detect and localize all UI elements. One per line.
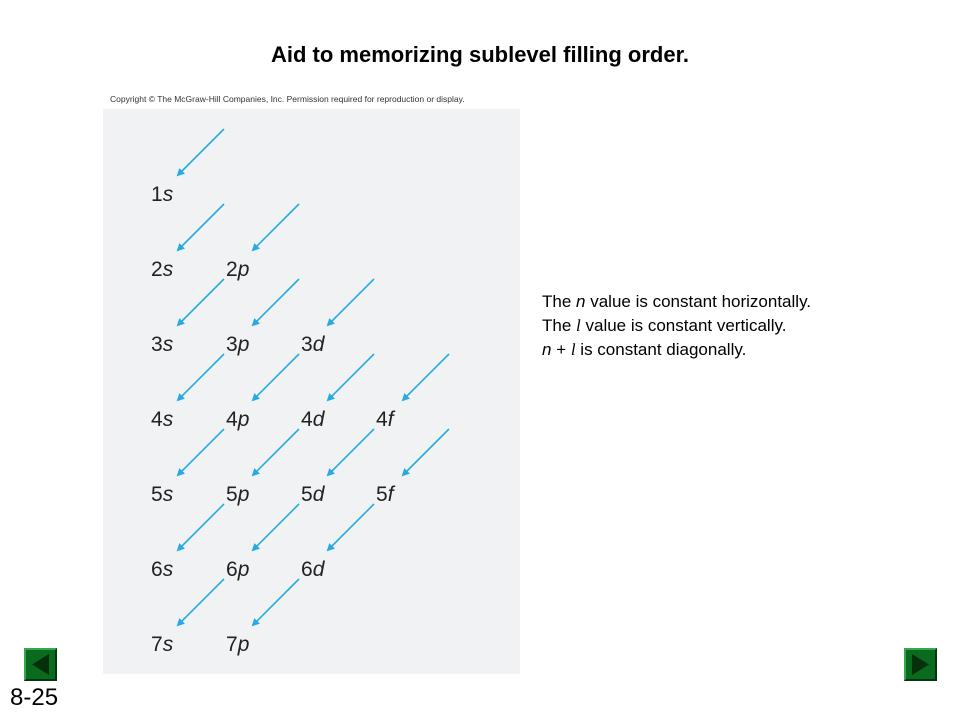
quantum-number-n: n (576, 292, 586, 311)
arrow-4s (178, 354, 224, 400)
orbital-label-3p (226, 334, 249, 355)
principal-number: 4 (376, 408, 388, 431)
arrow-3p (253, 279, 299, 325)
triangle-right-icon (906, 650, 935, 679)
principal-number: 4 (226, 408, 238, 431)
arrow-4d (328, 354, 374, 400)
rule-notes (542, 290, 811, 362)
orbital-label-5p (226, 484, 249, 505)
principal-number: 5 (376, 483, 388, 506)
arrow-6d (328, 504, 374, 550)
principal-number: 6 (151, 558, 163, 581)
arrow-6p (253, 504, 299, 550)
arrow-6s (178, 504, 224, 550)
quantum-number-l: l (570, 340, 576, 359)
sublevel-letter: s (162, 333, 174, 356)
sublevel-letter: d (312, 558, 325, 581)
quantum-number-n: n (542, 340, 552, 359)
orbital-label-4p (226, 409, 249, 430)
principal-number: 4 (301, 408, 313, 431)
orbital-label-3d (301, 334, 324, 355)
arrow-3d (328, 279, 374, 325)
orbital-label-2s (151, 259, 173, 280)
slide-title: Aid to memorizing sublevel filling order. (270, 42, 690, 67)
arrow-3s (178, 279, 224, 325)
sublevel-letter: p (237, 258, 250, 281)
sublevel-letter: p (237, 483, 250, 506)
copyright-notice: Copyright © The McGraw-Hill Companies, Inc. Permission required for reproduction or display. (110, 94, 465, 104)
note-vertical (542, 314, 811, 338)
orbital-label-4f (376, 409, 394, 430)
arrow-4p (253, 354, 299, 400)
principal-number: 7 (226, 633, 238, 656)
note-text: is constant diagonally. (575, 340, 747, 359)
sublevel-letter: p (237, 333, 250, 356)
note-horizontal (542, 290, 811, 314)
orbital-label-6p (226, 559, 249, 580)
orbital-label-5d (301, 484, 324, 505)
arrow-5d (328, 429, 374, 475)
sublevel-letter: s (162, 483, 174, 506)
principal-number: 7 (151, 633, 163, 656)
principal-number: 3 (226, 333, 238, 356)
sublevel-letter: s (162, 633, 174, 656)
sublevel-letter: p (237, 558, 250, 581)
note-text: The (542, 292, 577, 311)
orbital-label-2p (226, 259, 249, 280)
quantum-number-l: l (576, 316, 581, 335)
note-text: value is constant vertically. (580, 316, 787, 335)
sublevel-letter: p (237, 408, 250, 431)
orbital-label-5f (376, 484, 394, 505)
orbital-label-6s (151, 559, 173, 580)
sublevel-letter: d (312, 333, 325, 356)
note-text: The (542, 316, 577, 335)
principal-number: 2 (151, 258, 163, 281)
principal-number: 1 (151, 183, 163, 206)
orbital-label-1s (151, 184, 173, 205)
note-text: + (551, 340, 571, 359)
filling-order-diagram (103, 109, 520, 674)
next-slide-button[interactable] (904, 648, 937, 681)
orbital-label-4s (151, 409, 173, 430)
note-diagonal (542, 338, 811, 362)
orbital-label-3s (151, 334, 173, 355)
principal-number: 6 (301, 558, 313, 581)
principal-number: 3 (301, 333, 313, 356)
principal-number: 5 (151, 483, 163, 506)
principal-number: 4 (151, 408, 163, 431)
arrow-5p (253, 429, 299, 475)
principal-number: 3 (151, 333, 163, 356)
principal-number: 6 (226, 558, 238, 581)
principal-number: 2 (226, 258, 238, 281)
arrow-4f (403, 354, 449, 400)
triangle-left-icon (26, 650, 55, 679)
sublevel-letter: s (162, 258, 174, 281)
arrow-1s (178, 129, 224, 175)
orbital-label-5s (151, 484, 173, 505)
sublevel-letter: s (162, 183, 174, 206)
note-text: value is constant horizontally. (585, 292, 812, 311)
sublevel-letter: s (162, 408, 174, 431)
arrow-2s (178, 204, 224, 250)
previous-slide-button[interactable] (24, 648, 57, 681)
principal-number: 5 (301, 483, 313, 506)
slide-number: 8-25 (10, 684, 59, 711)
sublevel-letter: d (312, 408, 325, 431)
sublevel-letter: s (162, 558, 174, 581)
orbital-label-7p (226, 634, 249, 655)
arrow-5f (403, 429, 449, 475)
principal-number: 5 (226, 483, 238, 506)
arrow-5s (178, 429, 224, 475)
sublevel-letter: p (237, 633, 250, 656)
arrow-7p (253, 579, 299, 625)
orbital-label-7s (151, 634, 173, 655)
sublevel-letter: f (387, 483, 394, 506)
orbital-label-4d (301, 409, 324, 430)
sublevel-letter: d (312, 483, 325, 506)
arrow-7s (178, 579, 224, 625)
arrow-2p (253, 204, 299, 250)
orbital-label-6d (301, 559, 324, 580)
sublevel-letter: f (387, 408, 394, 431)
